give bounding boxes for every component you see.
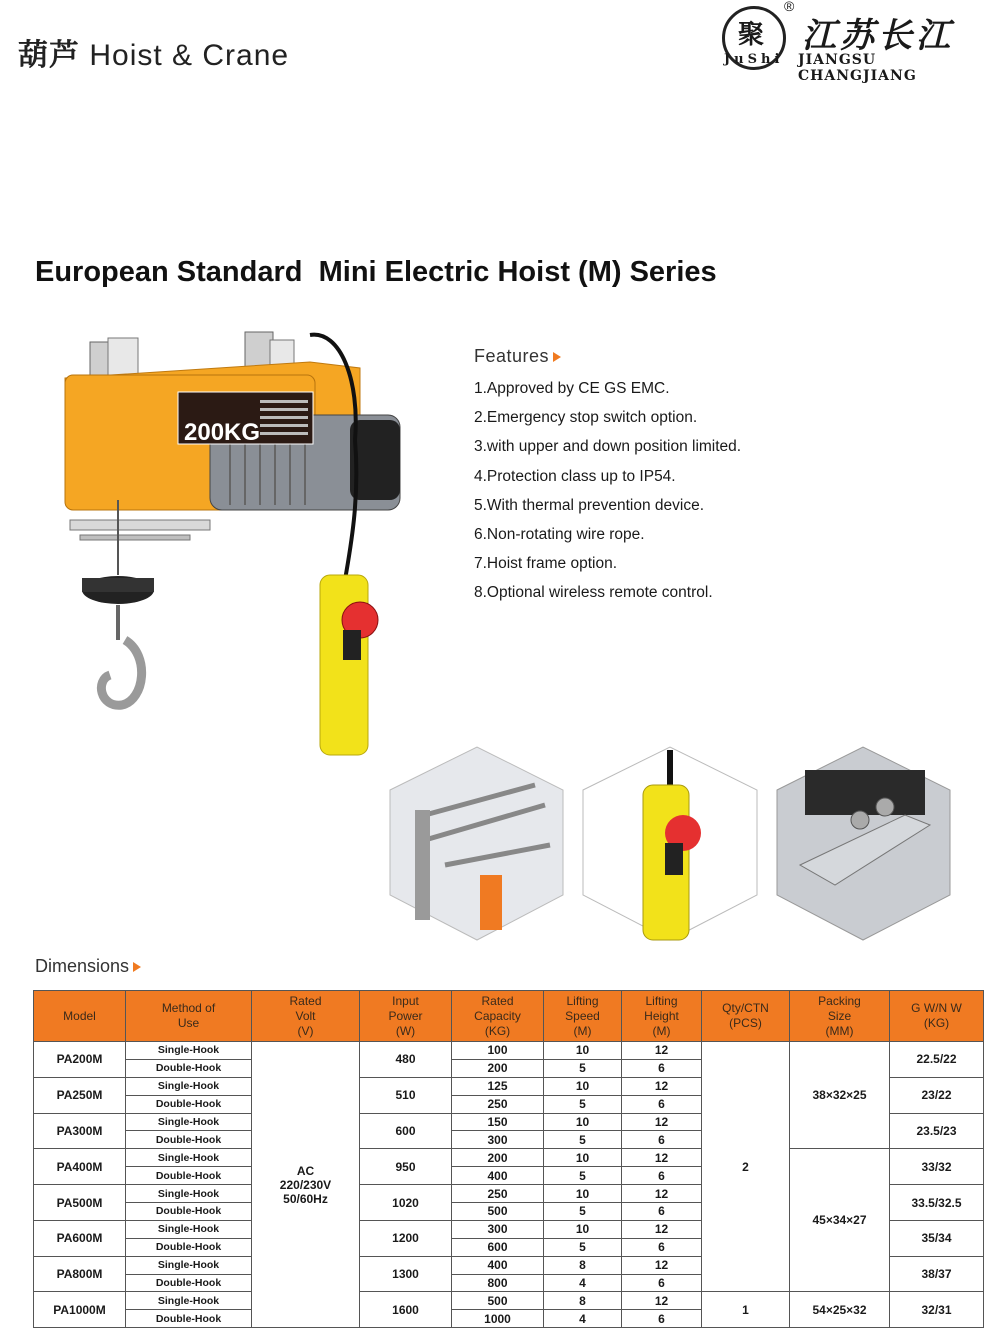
specifications-table bbox=[33, 990, 984, 1328]
capacity-cell: 400 bbox=[452, 1256, 544, 1274]
page-header-title bbox=[18, 30, 289, 74]
column-header-height: Lifting Height (M) bbox=[622, 991, 702, 1042]
height-cell: 6 bbox=[622, 1131, 702, 1149]
feature-item: 6.Non-rotating wire rope. bbox=[474, 525, 645, 543]
detail-image-frame bbox=[390, 747, 563, 940]
method-cell: Double-Hook bbox=[126, 1059, 252, 1077]
hoist-product-image bbox=[60, 320, 480, 770]
table-row bbox=[34, 1292, 984, 1310]
height-cell: 6 bbox=[622, 1310, 702, 1328]
method-cell: Double-Hook bbox=[126, 1238, 252, 1256]
feature-item: 4.Protection class up to IP54. bbox=[474, 467, 676, 485]
capacity-cell: 600 bbox=[452, 1238, 544, 1256]
qty-cell: 1 bbox=[702, 1292, 790, 1328]
speed-cell: 5 bbox=[544, 1059, 622, 1077]
detail-image-bracket bbox=[777, 747, 950, 940]
weight-cell: 32/31 bbox=[890, 1292, 984, 1328]
column-header-packing: Packing Size (MM) bbox=[790, 991, 890, 1042]
orange-arrow-icon bbox=[133, 962, 141, 972]
method-cell: Single-Hook bbox=[126, 1292, 252, 1310]
features-heading bbox=[474, 346, 561, 367]
method-cell: Single-Hook bbox=[126, 1256, 252, 1274]
method-cell: Double-Hook bbox=[126, 1310, 252, 1328]
company-name-en: JIANGSU CHANGJIANG bbox=[798, 52, 917, 84]
capacity-cell: 125 bbox=[452, 1077, 544, 1095]
method-cell: Single-Hook bbox=[126, 1077, 252, 1095]
weight-cell: 23/22 bbox=[890, 1077, 984, 1113]
speed-cell: 10 bbox=[544, 1042, 622, 1060]
feature-item: 8.Optional wireless remote control. bbox=[474, 584, 713, 602]
capacity-cell: 800 bbox=[452, 1274, 544, 1292]
capacity-cell: 400 bbox=[452, 1167, 544, 1185]
height-cell: 12 bbox=[622, 1042, 702, 1060]
weight-cell: 35/34 bbox=[890, 1220, 984, 1256]
orange-arrow-icon bbox=[553, 352, 561, 362]
height-cell: 6 bbox=[622, 1274, 702, 1292]
power-cell: 950 bbox=[360, 1149, 452, 1185]
method-cell: Single-Hook bbox=[126, 1042, 252, 1060]
dimensions-heading bbox=[35, 956, 141, 977]
power-cell: 600 bbox=[360, 1113, 452, 1149]
method-cell: Double-Hook bbox=[126, 1131, 252, 1149]
speed-cell: 5 bbox=[544, 1095, 622, 1113]
capacity-cell: 300 bbox=[452, 1131, 544, 1149]
column-header-power: Input Power (W) bbox=[360, 991, 452, 1042]
column-header-volt: Rated Volt (V) bbox=[252, 991, 360, 1042]
column-header-model: Model bbox=[34, 991, 126, 1042]
height-cell: 12 bbox=[622, 1220, 702, 1238]
power-cell: 1300 bbox=[360, 1256, 452, 1292]
column-header-weight: G W/N W (KG) bbox=[890, 991, 984, 1042]
detail-image-pendant bbox=[583, 747, 757, 940]
speed-cell: 10 bbox=[544, 1113, 622, 1131]
speed-cell: 10 bbox=[544, 1077, 622, 1095]
capacity-cell: 250 bbox=[452, 1185, 544, 1203]
capacity-cell: 500 bbox=[452, 1203, 544, 1221]
packing-cell: 45×34×27 bbox=[790, 1149, 890, 1292]
table-header-row bbox=[34, 991, 984, 1042]
detail-images bbox=[385, 745, 955, 945]
model-cell: PA500M bbox=[34, 1185, 126, 1221]
method-cell: Double-Hook bbox=[126, 1203, 252, 1221]
qty-cell: 2 bbox=[702, 1042, 790, 1292]
height-cell: 6 bbox=[622, 1203, 702, 1221]
feature-item: 7.Hoist frame option. bbox=[474, 555, 618, 573]
feature-item: 2.Emergency stop switch option. bbox=[474, 409, 698, 427]
capacity-cell: 150 bbox=[452, 1113, 544, 1131]
method-cell: Double-Hook bbox=[126, 1274, 252, 1292]
feature-item: 1.Approved by CE GS EMC. bbox=[474, 380, 670, 397]
model-cell: PA1000M bbox=[34, 1292, 126, 1328]
speed-cell: 4 bbox=[544, 1274, 622, 1292]
power-cell: 510 bbox=[360, 1077, 452, 1113]
speed-cell: 10 bbox=[544, 1220, 622, 1238]
capacity-cell: 200 bbox=[452, 1149, 544, 1167]
column-header-capacity: Rated Capacity (KG) bbox=[452, 991, 544, 1042]
model-cell: PA800M bbox=[34, 1256, 126, 1292]
logo-seal-glyph: 聚 bbox=[737, 20, 764, 50]
packing-cell: 38×32×25 bbox=[790, 1042, 890, 1149]
table-row bbox=[34, 1149, 984, 1167]
method-cell: Single-Hook bbox=[126, 1113, 252, 1131]
feature-item: 3.with upper and down position limited. bbox=[474, 438, 742, 456]
capacity-cell: 250 bbox=[452, 1095, 544, 1113]
rated-volt-line: 220/230V bbox=[279, 1177, 332, 1192]
height-cell: 6 bbox=[622, 1059, 702, 1077]
capacity-cell: 300 bbox=[452, 1220, 544, 1238]
weight-cell: 22.5/22 bbox=[890, 1042, 984, 1078]
capacity-cell: 500 bbox=[452, 1292, 544, 1310]
column-header-speed: Lifting Speed (M) bbox=[544, 991, 622, 1042]
weight-cell: 23.5/23 bbox=[890, 1113, 984, 1149]
capacity-cell: 100 bbox=[452, 1042, 544, 1060]
packing-cell: 54×25×32 bbox=[790, 1292, 890, 1328]
method-cell: Single-Hook bbox=[126, 1149, 252, 1167]
table-row bbox=[34, 1042, 984, 1060]
model-cell: PA300M bbox=[34, 1113, 126, 1149]
power-cell: 1200 bbox=[360, 1220, 452, 1256]
height-cell: 6 bbox=[622, 1238, 702, 1256]
power-cell: 480 bbox=[360, 1042, 452, 1078]
rated-volt-line: 50/60Hz bbox=[283, 1191, 328, 1206]
method-cell: Double-Hook bbox=[126, 1167, 252, 1185]
capacity-cell: 1000 bbox=[452, 1310, 544, 1328]
height-cell: 12 bbox=[622, 1292, 702, 1310]
company-name-cn: 江苏长江 bbox=[802, 16, 954, 56]
capacity-label: 200KG bbox=[184, 419, 261, 446]
logo-arc-text: JuShi bbox=[724, 52, 784, 67]
header-title-cn: 葫芦 bbox=[18, 38, 80, 73]
company-logo bbox=[720, 0, 990, 84]
power-cell: 1600 bbox=[360, 1292, 452, 1328]
height-cell: 12 bbox=[622, 1149, 702, 1167]
method-cell: Single-Hook bbox=[126, 1220, 252, 1238]
speed-cell: 10 bbox=[544, 1185, 622, 1203]
weight-cell: 38/37 bbox=[890, 1256, 984, 1292]
weight-cell: 33/32 bbox=[890, 1149, 984, 1185]
speed-cell: 5 bbox=[544, 1238, 622, 1256]
height-cell: 6 bbox=[622, 1095, 702, 1113]
features-list bbox=[474, 378, 741, 612]
method-cell: Double-Hook bbox=[126, 1095, 252, 1113]
model-cell: PA200M bbox=[34, 1042, 126, 1078]
height-cell: 6 bbox=[622, 1167, 702, 1185]
features-heading-text: Features bbox=[474, 346, 550, 366]
speed-cell: 8 bbox=[544, 1292, 622, 1310]
capacity-cell: 200 bbox=[452, 1059, 544, 1077]
height-cell: 12 bbox=[622, 1256, 702, 1274]
weight-cell: 33.5/32.5 bbox=[890, 1185, 984, 1221]
method-cell: Single-Hook bbox=[126, 1185, 252, 1203]
model-cell: PA600M bbox=[34, 1220, 126, 1256]
rated-volt-cell bbox=[252, 1042, 360, 1328]
height-cell: 12 bbox=[622, 1113, 702, 1131]
speed-cell: 4 bbox=[544, 1310, 622, 1328]
feature-item: 5.With thermal prevention device. bbox=[474, 496, 705, 514]
height-cell: 12 bbox=[622, 1077, 702, 1095]
speed-cell: 5 bbox=[544, 1203, 622, 1221]
table-body bbox=[34, 1042, 984, 1328]
header-title-en: Hoist & Crane bbox=[89, 39, 290, 72]
page-title: European Standard Mini Electric Hoist (M) Series bbox=[35, 256, 717, 288]
speed-cell: 10 bbox=[544, 1149, 622, 1167]
power-cell: 1020 bbox=[360, 1185, 452, 1221]
dimensions-heading-text: Dimensions bbox=[35, 956, 130, 976]
column-header-method: Method of Use bbox=[126, 991, 252, 1042]
speed-cell: 5 bbox=[544, 1167, 622, 1185]
speed-cell: 5 bbox=[544, 1131, 622, 1149]
speed-cell: 8 bbox=[544, 1256, 622, 1274]
rated-volt-line: AC bbox=[296, 1163, 315, 1178]
model-cell: PA250M bbox=[34, 1077, 126, 1113]
height-cell: 12 bbox=[622, 1185, 702, 1203]
column-header-qty: Qty/CTN (PCS) bbox=[702, 991, 790, 1042]
registered-mark: ® bbox=[784, 0, 795, 14]
model-cell: PA400M bbox=[34, 1149, 126, 1185]
